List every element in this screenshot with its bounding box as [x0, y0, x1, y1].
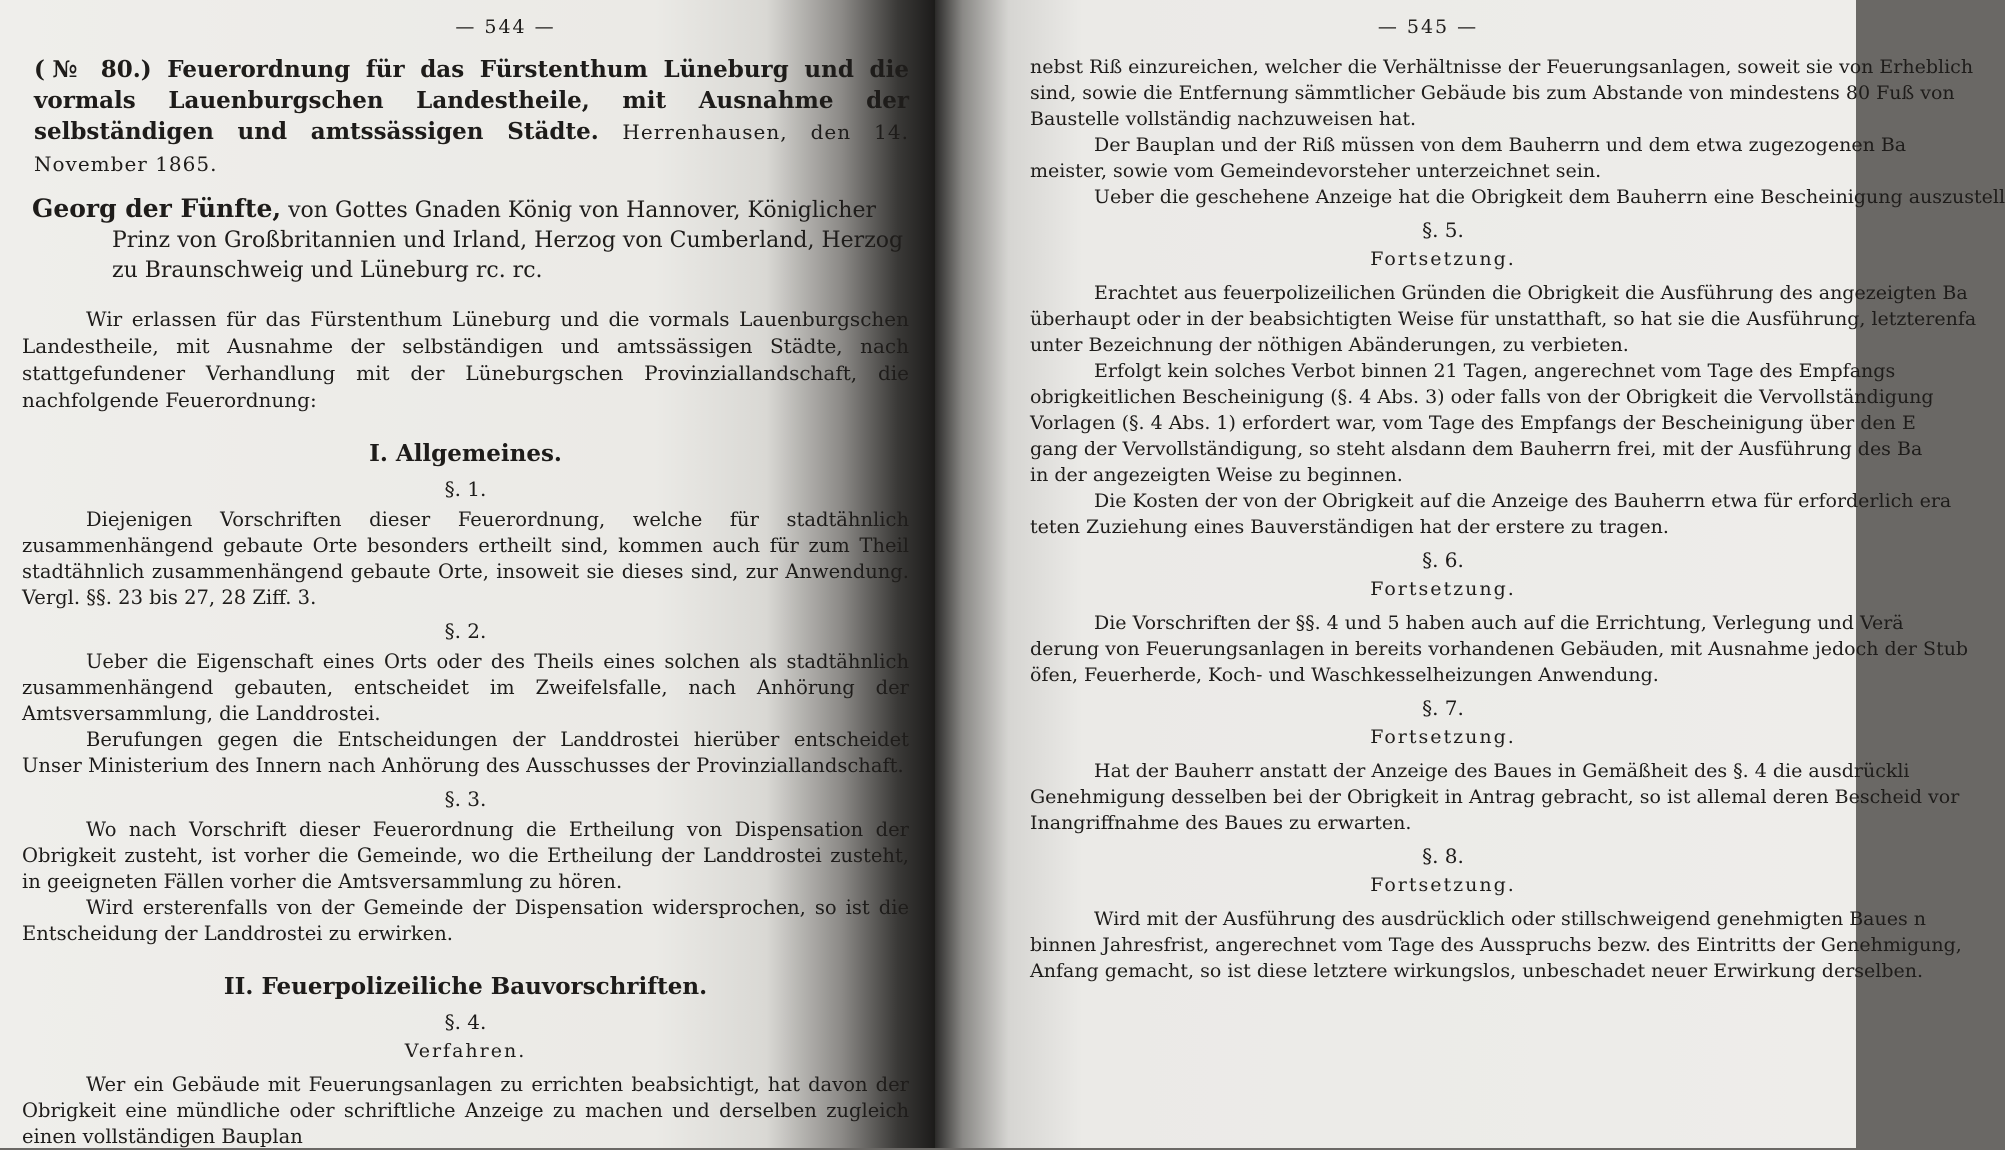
section-text: Berufungen gegen die Entscheidungen der Landdrostei hierüber entscheidet Unser Ministerium des Innern nach Anhörung des Ausschusses der Provinziallandschaft.	[22, 728, 909, 777]
text-line: Der Bauplan und der Riß müssen von dem Bauherrn und dem etwa zugezogenen Ba	[1094, 134, 1907, 156]
section-title: §. 6.	[1422, 548, 1464, 572]
text-line: überhaupt oder in der beabsichtigten Weise für unstatthaft, so hat sie die Ausführung, letzterenfa	[1030, 308, 1977, 330]
text-line: Inangriffnahme des Baues zu erwarten.	[1030, 812, 1412, 834]
section-title: §. 3.	[444, 787, 487, 811]
text-line: sind, sowie die Entfernung sämmtlicher Gebäude bis zum Abstande von mindestens 80 Fuß von	[1030, 82, 1955, 104]
law-title: (№ 80.) Feuerordnung für das Fürstenthum Lüneburg und die vormals Lauenburgschen Landestheile, mit Ausnahme der selbständigen und amtssässigen Städte.	[34, 56, 909, 145]
section-text: Wird ersterenfalls von der Gemeinde der Dispensation widersprochen, so ist die Entscheidung der Landdrostei zu erwirken.	[22, 896, 909, 945]
text-line: gang der Vervollständigung, so steht alsdann dem Bauherrn frei, mit der Ausführung des Ba	[1030, 438, 1923, 460]
text-line: Baustelle vollständig nachzuweisen hat.	[1030, 108, 1417, 130]
page-number: — 545 —	[1377, 16, 1479, 38]
text-line: binnen Jahresfrist, angerechnet vom Tage des Ausspruchs bezw. des Eintritts der Genehmigung,	[1030, 934, 1962, 956]
text-line: Anfang gemacht, so ist diese letztere wirkungslos, unbeschadet neuer Erwirkung derselben.	[1030, 960, 1924, 982]
text-line: teten Zuziehung eines Bauverständigen hat der erstere zu tragen.	[1030, 516, 1669, 538]
section-subtitle: Verfahren.	[404, 1040, 527, 1062]
text-line: nebst Riß einzureichen, welcher die Verhältnisse der Feuerungsanlagen, soweit sie von Erheblich	[1030, 56, 1974, 78]
section-text: Wer ein Gebäude mit Feuerungsanlagen zu errichten beabsichtigt, hat davon der Obrigkeit eine mündliche oder schriftliche Anzeige zu machen und derselben zugleich einen vollständigen Bauplan	[22, 1073, 909, 1148]
page-number: — 544 —	[455, 16, 556, 38]
section-text: Diejenigen Vorschriften dieser Feuerordnung, welche für stadtähnlich zusammenhängend gebaute Orte besonders ertheilt sind, kommen auch für zum Theil stadtähnlich zusammenhängend gebaute Orte, insoweit sie dieses sind, zur Anwendung. Vergl. §§. 23 bis 27, 28 Ziff. 3.	[22, 508, 909, 609]
chapter-heading: II. Feuerpolizeiliche Bauvorschriften.	[223, 973, 708, 1000]
text-line: Erachtet aus feuerpolizeilichen Gründen die Obrigkeit die Ausführung des angezeigten Ba	[1094, 282, 1968, 304]
section-subtitle: Fortsetzung.	[1370, 726, 1516, 748]
section-title: §. 8.	[1422, 844, 1464, 868]
section-subtitle: Fortsetzung.	[1370, 248, 1516, 270]
text-line: meister, sowie vom Gemeindevorsteher unterzeichnet sein.	[1030, 160, 1602, 182]
section-subtitle: Fortsetzung.	[1370, 874, 1516, 896]
section-subtitle: Fortsetzung.	[1370, 578, 1516, 600]
text-line: in der angezeigten Weise zu beginnen.	[1030, 464, 1403, 486]
text-line: Hat der Bauherr anstatt der Anzeige des Baues in Gemäßheit des §. 4 die ausdrückli	[1094, 760, 1910, 782]
text-line: obrigkeitlichen Bescheinigung (§. 4 Abs. 3) oder falls von der Obrigkeit die Vervollständigung	[1030, 386, 1934, 408]
text-line: derung von Feuerungsanlagen in bereits vorhandenen Gebäuden, mit Ausnahme jedoch der Stub	[1030, 638, 1969, 660]
text-line: unter Bezeichnung der nöthigen Abänderungen, zu verbieten.	[1030, 334, 1629, 356]
chapter-heading: I. Allgemeines.	[369, 440, 562, 467]
text-line: Wird mit der Ausführung des ausdrücklich oder stillschweigend genehmigten Baues n	[1094, 908, 1927, 930]
intro-paragraph: Wir erlassen für das Fürstenthum Lüneburg und die vormals Lauenburgschen Landestheile, mit Ausnahme der selbständigen und amtssässigen Städte, nach stattgefundener Verhandlung mit der Lüneburgschen Provinziallandschaft, die nachfolgende Feuerordnung:	[22, 307, 909, 412]
sovereign-title: von Gottes Gnaden König von Hannover, Königlicher Prinz von Großbritannien und Irland, Herzog von Cumberland, Herzog zu Braunschweig und Lüneburg rc. rc.	[112, 198, 904, 283]
section-title: §. 7.	[1422, 696, 1464, 720]
section-title: §. 5.	[1422, 218, 1464, 242]
law-date: Herrenhausen, den 14. November 1865.	[34, 120, 909, 176]
section-text: Wo nach Vorschrift dieser Feuerordnung die Ertheilung von Dispensation der Obrigkeit zusteht, ist vorher die Gemeinde, wo die Ertheilung der Landdrostei zusteht, in geeigneten Fällen vorher die Amtsversammlung zu hören.	[22, 818, 909, 893]
section-title: §. 4.	[444, 1010, 487, 1034]
left-page	[0, 0, 935, 1148]
text-line: Die Vorschriften der §§. 4 und 5 haben auch auf die Errichtung, Verlegung und Verä	[1094, 612, 1904, 634]
law-heading	[34, 54, 909, 180]
text-line: Die Kosten der von der Obrigkeit auf die Anzeige des Bauherrn etwa für erforderlich era	[1094, 490, 1952, 512]
text-line: Vorlagen (§. 4 Abs. 1) erfordert war, vom Tage des Empfangs der Bescheinigung über den E	[1030, 412, 1916, 434]
text-line: Erfolgt kein solches Verbot binnen 21 Tagen, angerechnet vom Tage des Empfangs	[1094, 360, 1896, 382]
section-title: §. 2.	[444, 619, 487, 643]
text-line: öfen, Feuerherde, Koch- und Waschkesselheizungen Anwendung.	[1030, 664, 1659, 686]
section-title: §. 1.	[444, 477, 487, 501]
text-line: Ueber die geschehene Anzeige hat die Obrigkeit dem Bauherrn eine Bescheinigung auszustell	[1094, 186, 2005, 208]
section-text: Ueber die Eigenschaft eines Orts oder des Theils eines solchen als stadtähnlich zusammenhängend gebauten, entscheidet im Zweifelsfalle, nach Anhörung der Amtsversammlung, die Landdrostei.	[22, 650, 909, 725]
sovereign-name: Georg der Fünfte,	[32, 194, 282, 223]
sovereign-block	[32, 194, 909, 286]
right-page	[935, 0, 2005, 1148]
text-line: Genehmigung desselben bei der Obrigkeit in Antrag gebracht, so ist allemal deren Bescheid vor	[1030, 786, 1960, 808]
